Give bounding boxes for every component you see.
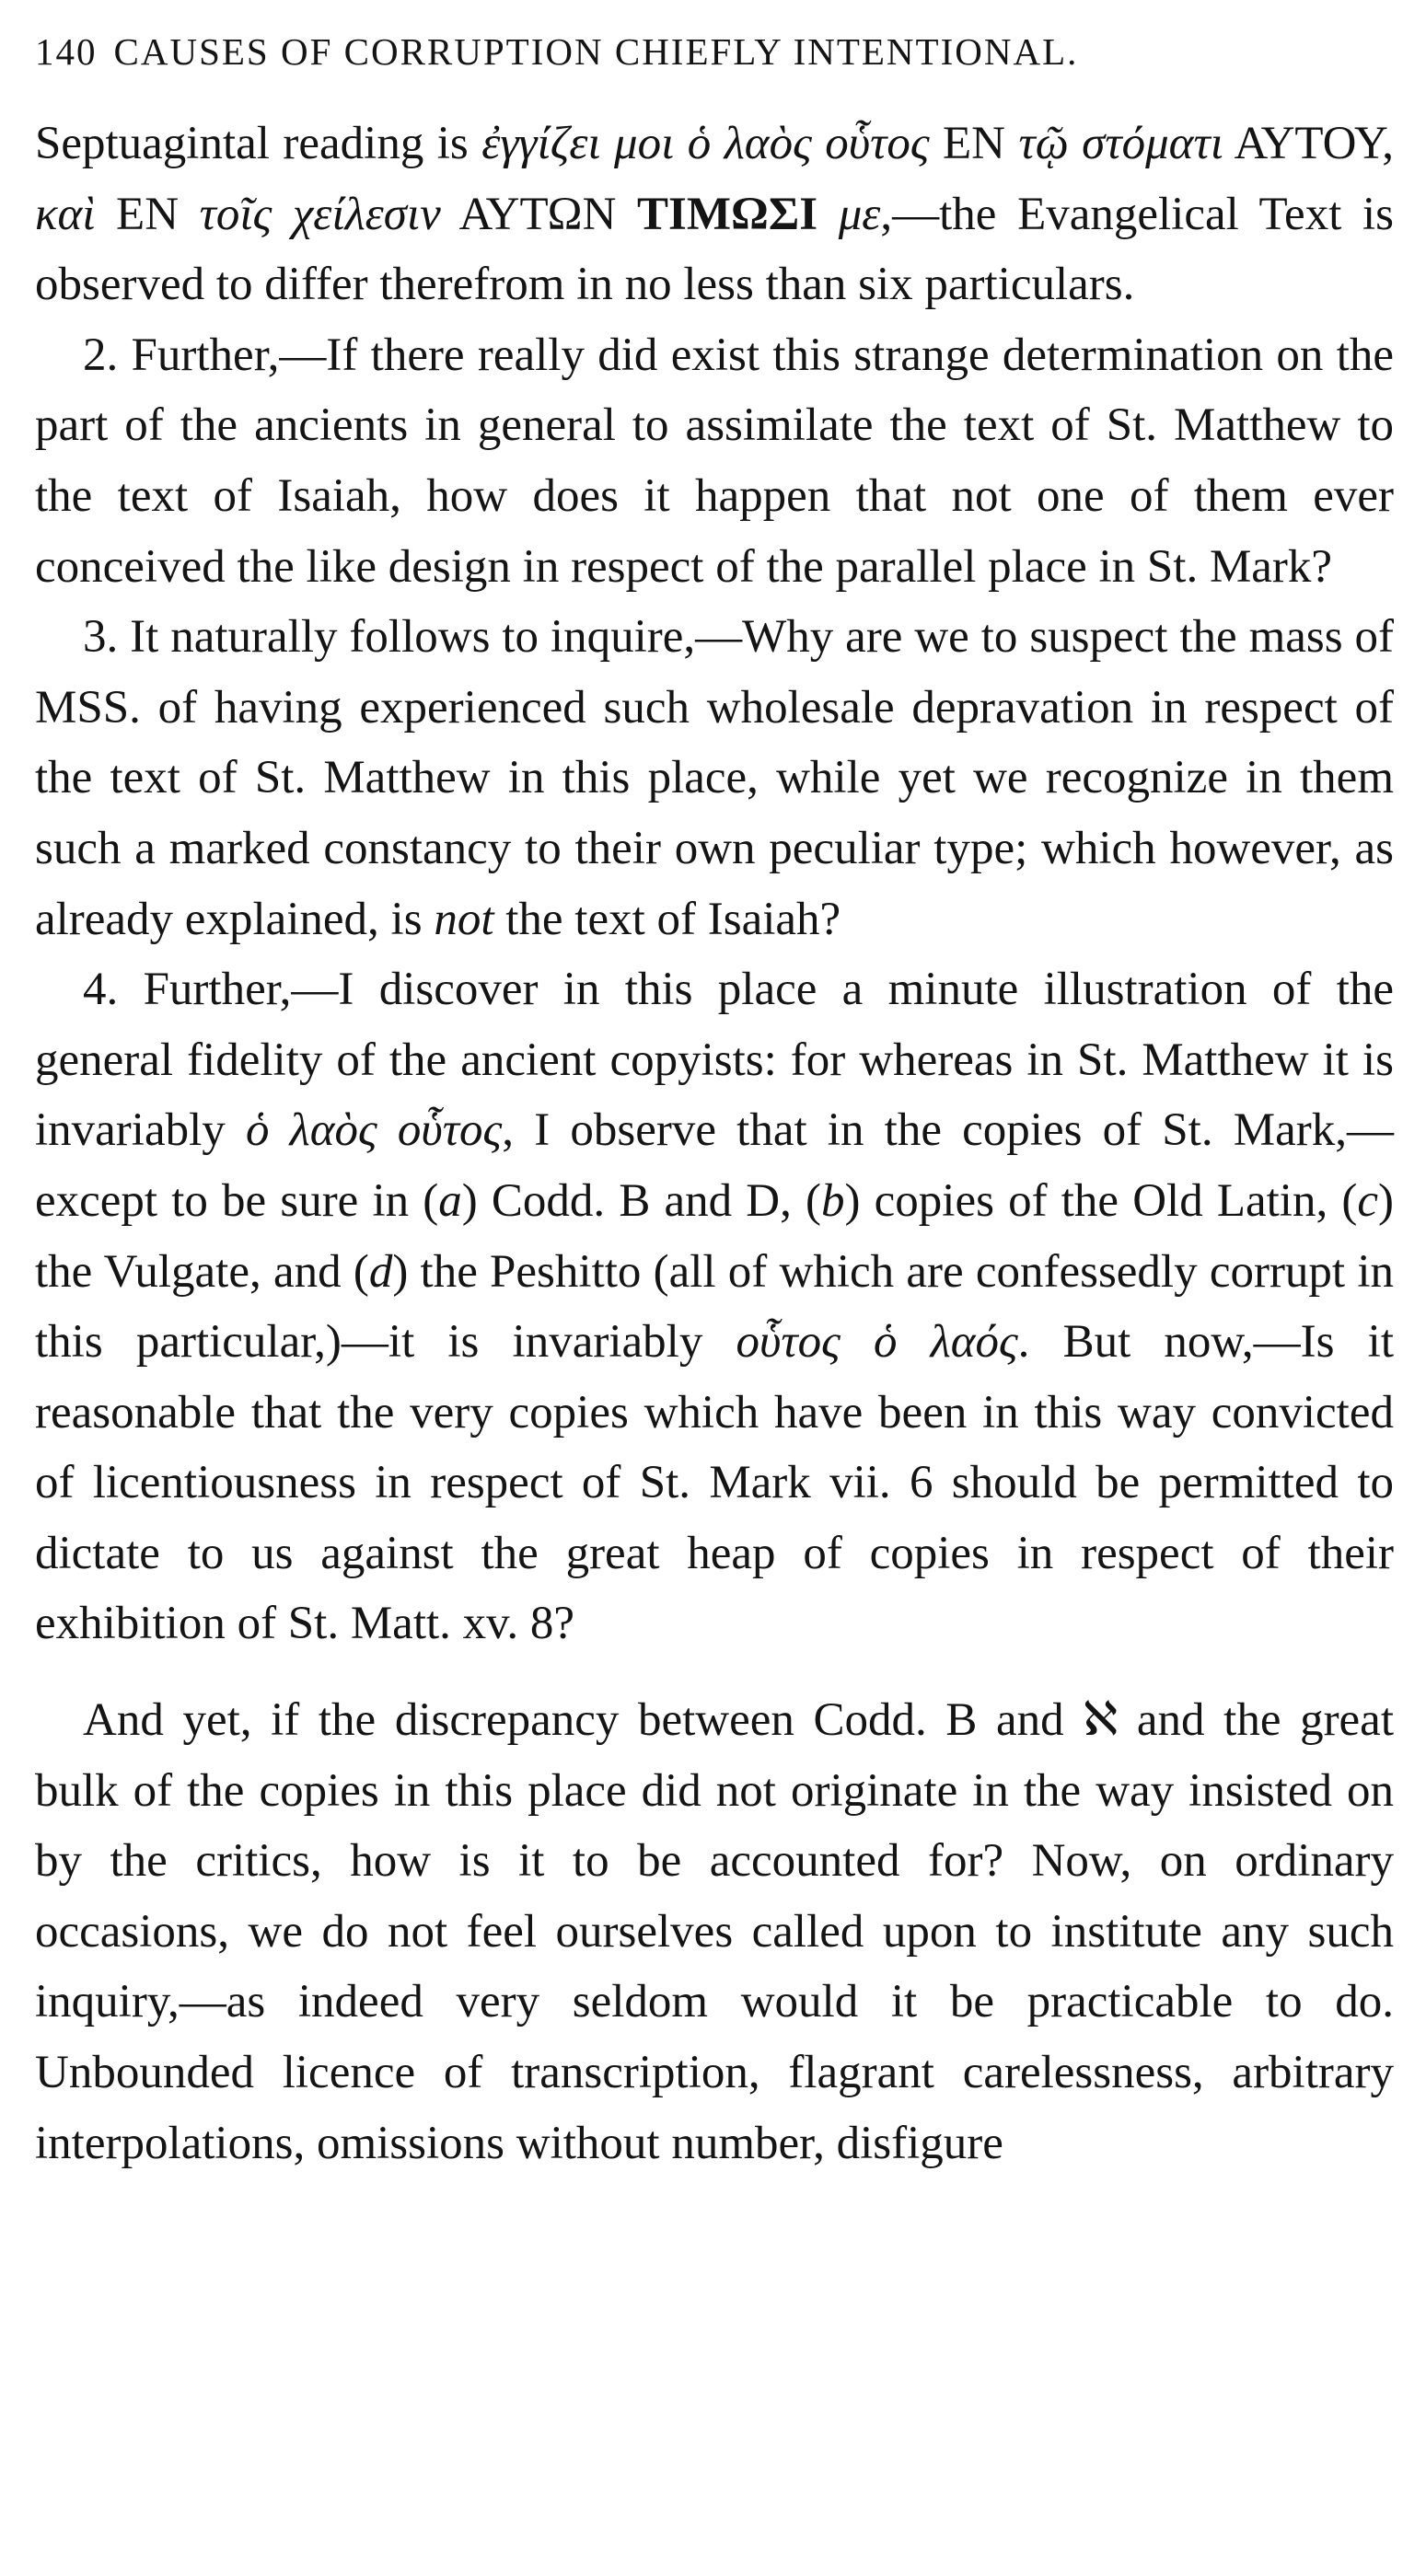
- text-run: . But now,—Is it reasonable that the very copies which have been in this way convicted of licentiousness in respect of St. Mark vii. 6 should be permitted to dictate to us against the great heap of copies in respect of their exhibition of St. Matt. xv. 8?: [35, 1316, 1394, 1650]
- text-run: [817, 189, 839, 240]
- book-page: [35, 28, 1394, 2178]
- list-letter: d: [368, 1245, 393, 1298]
- greek-quote: με: [838, 188, 881, 240]
- emphasis: not: [434, 893, 494, 945]
- text-run: 3. It naturally follows to inquire,—Why are we to suspect the mass of MSS. of having experienced such wholesale depravation in respect of the text of St. Matthew in this place, while yet we recognize in them such a marked constancy to their own peculiar type; which however, as already explained, is: [35, 611, 1394, 945]
- text-run: And yet, if the discrepancy between Codd. B and ℵ and the great bulk of the copies in this place did not originate in the way insisted on by the critics, how is it to be accounted for? Now, on ordinary occasions, we do not feel ourselves called upon to institute any such inquiry,—as indeed very seldom would it be practicable to do. Unbounded licence of transcription, flagrant carelessness, arbitrary interpolations, omissions without number, disfigure: [35, 1694, 1394, 2169]
- text-run: ) copies of the Old Latin, (: [844, 1174, 1358, 1227]
- greek-quote: οὗτος ὁ λαός: [736, 1316, 1018, 1369]
- paragraph-5: [35, 1685, 1394, 2178]
- text-run: the text of Isaiah?: [493, 893, 841, 945]
- text-run: EN: [929, 118, 1019, 169]
- greek-quote: καὶ: [35, 188, 96, 240]
- text-run: , I observe that in the copies of St. Mark,—except to be sure in (: [35, 1104, 1394, 1227]
- greek-quote: ὁ λαὸς οὗτος: [245, 1104, 503, 1157]
- running-title: CAUSES OF CORRUPTION CHIEFLY INTENTIONAL.: [113, 30, 1079, 73]
- paragraph-2: [35, 320, 1394, 602]
- text-run: ) the Vulgate, and (: [35, 1174, 1394, 1298]
- text-run: ,—the Evangelical Text is observed to differ therefrom in no less than six particulars.: [35, 188, 1394, 311]
- greek-quote: τοῖς χείλεσιν: [199, 188, 441, 240]
- greek-quote: τῷ στόματι: [1018, 118, 1223, 169]
- text-run: 2. Further,—If there really did exist this strange determination on the part of the ancients in general to assimilate the text of St. Matthew to the text of Isaiah, how does it happen that not one of them ever conceived the like design in respect of the parallel place in St. Mark?: [35, 329, 1394, 593]
- paragraph-septuagint-reading: [35, 109, 1394, 320]
- running-head: [35, 28, 1394, 75]
- greek-capitals-bold: ΤΙΜΩΣΙ: [637, 188, 818, 240]
- text-run: ) the Peshitto (all of which are confessedly corrupt in this particular,)—it is invariably: [35, 1245, 1394, 1369]
- greek-quote: ἐγγίζει μοι ὁ λαὸς οὗτος: [481, 118, 930, 169]
- text-run: Septuagintal reading is: [35, 118, 482, 169]
- paragraph-4: [35, 954, 1394, 1659]
- text-run: EN: [95, 188, 200, 240]
- list-letter: a: [438, 1174, 462, 1227]
- text-run: 4. Further,—I discover in this place a minute illustration of the general fidelity of the ancient copyists: for whereas in St. Matthew it is invariably: [35, 964, 1394, 1157]
- text-run: ΑΥΤΟΥ,: [1223, 118, 1395, 169]
- paragraph-3: [35, 602, 1394, 954]
- text-run: ) Codd. B and D, (: [461, 1174, 822, 1227]
- list-letter: b: [821, 1174, 845, 1227]
- text-run: ΑΥΤΩΝ: [440, 188, 638, 240]
- list-letter: c: [1357, 1174, 1378, 1227]
- page-number: 140: [35, 30, 98, 73]
